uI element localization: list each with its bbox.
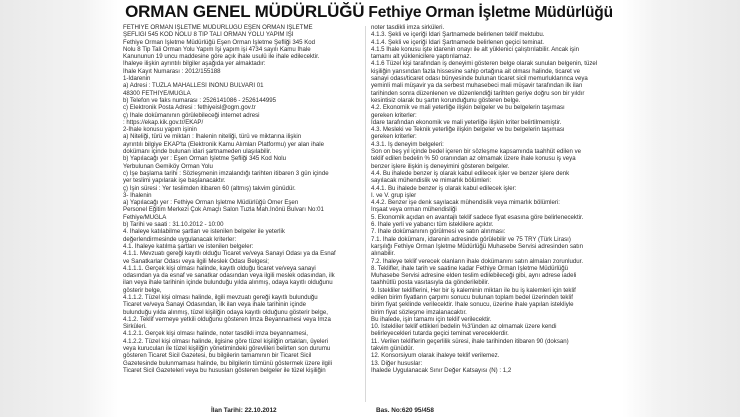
text-line: 4. İhaleye katılabilme şartları ve istenilen belgeler ile yeterlik (123, 228, 285, 236)
text-line: 4.3. Mesleki ve Teknik yeterliğe ilişkin belgeler ve bu belgelerin taşıması (371, 126, 565, 134)
text-line: b) Telefon ve faks numarası : 2526141086 - 2526144995 (123, 96, 277, 104)
text-line: 4.1.5 İhale konusu işte idarenin onayı ile alt yüklenici çalıştırılabilir. Ancak işin (371, 45, 579, 53)
text-line: 48300 FETHİYE/MUĞLA (123, 89, 191, 97)
text-line: 1-İdarenin (123, 75, 151, 83)
print-number: Bas. No:620 95/458 (376, 407, 434, 414)
text-line: a) Yapılacağı yer : Fethiye Orman İşletme Müdürlüğü Ömer Eşen (123, 199, 299, 207)
text-line: 6. İhale yerli ve yabancı tüm isteklilere açıktır. (371, 221, 494, 229)
text-line: 12. Konsorsiyum olarak ihaleye teklif verilemez. (371, 352, 500, 360)
left-column (123, 24, 363, 404)
text-line: FETHİYE ORMAN İŞLETME MÜDÜRLÜĞÜ EŞEN ORMAN İŞLETME (123, 24, 313, 31)
text-line: Fethiye/MUĞLA (123, 213, 167, 221)
text-line: 4.3.1. İş deneyim belgeleri: (371, 140, 444, 148)
text-line: b) Tarihi ve saati : 31.10.2012 - 10:00 (123, 221, 224, 229)
text-line: kesintisiz olarak bu şartın korunduğunu gösteren belge. (371, 96, 521, 104)
text-line: 4.4. Bu ihalede benzer iş olarak kabul edilecek işler ve benzer işlere denk (371, 169, 570, 177)
text-line: takvim günüdür. (371, 345, 415, 353)
text-line: taahhütlü posta vasıtasıyla da gönderilebilir. (371, 279, 490, 287)
text-line: gereken kriterler: (371, 111, 417, 119)
text-line: teklif edilen bedelin % 50 oranından az olmamak üzere ihale konusu iş veya (371, 155, 576, 163)
text-line: 4.4.1. Bu ihalede benzer iş olarak kabul edilecek işler: (371, 184, 517, 192)
text-line: 7.2. İhaleye teklif verecek olanların ihale dokümanını satın almaları zorunludur. (371, 257, 584, 265)
text-line: İnşaat veya orman mühendisliği (371, 206, 457, 214)
text-line: yer teslimi yapılarak işe başlanacaktır. (123, 177, 226, 185)
text-line: : https://ekap.kik.gov.tr/EKAP/ (123, 118, 204, 126)
text-line: 4.2. Ekonomik ve mali yeterliğe ilişkin belgeler ve bu belgelerin taşıması (371, 104, 565, 112)
text-line: Yerbulunan Gemiköy Orman Yolu (123, 162, 213, 170)
text-line: 4.4.2. Benzer işe denk sayılacak mühendislik veya mimarlık bölümleri: (371, 199, 560, 207)
title-main: ORMAN GENEL MÜDÜRLÜĞÜ (125, 2, 365, 21)
publication-date: İlan Tarihi: 22.10.2012 (211, 407, 277, 414)
text-line: Ticaret ve/veya Sanayi Odasından, ilk ilan veya ihale tarihinin içinde (123, 301, 307, 309)
text-line: gösterir belge, (123, 286, 162, 294)
text-line: edilen birim fiyatların çarpımı sonucu bulunan toplam bedel üzerinden teklif (371, 293, 573, 301)
text-line: Sirküleri. (123, 323, 147, 331)
text-line: Kanununun 19 uncu maddesine göre açık ihale usulü ile ihale edilecektir. (123, 53, 320, 61)
text-line: Son on beş yıl içinde bedel içeren bir sözleşme kapsamında taahhüt edilen ve (371, 148, 582, 156)
text-line: c) Elektronik Posta Adresi : fethiyeisl@ogm.gov.tr (123, 104, 256, 112)
text-line: ve Sanatkarlar Odası veya ilgili Meslek Odası Belgesi; (123, 257, 269, 265)
text-line: Gazetesinde bulunmaması halinde, bu bilgilerin tümünü göstermek üzere ilgili (123, 359, 332, 367)
text-line: ilan veya ihale tarihinin içinde bulunduğu yılda alınmış, odaya kayıtlı olduğunu (123, 279, 333, 287)
text-line: karşılığı Fethiye Orman İşletme Müdürlüğü Muhasebe Servisi adresinden satın (371, 242, 584, 250)
text-line: veya kurucuları ile tüzel kişiliğin yönetimindeki görevlileri belirten son durumu (123, 345, 331, 353)
text-line: kişiliğin yarısından fazla hissesine sahip ortağına ait olması halinde, ticaret ve (371, 67, 580, 75)
text-line: 7.1. İhale dokümanı, idarenin adresinde görülebilir ve 75 TRY (Türk Lirası) (371, 235, 571, 243)
text-line: 13. Diğer hususlar: (371, 359, 423, 367)
text-line: İhalede Uygulanacak Sınır Değer Katsayısı (N) : 1,2 (371, 366, 512, 374)
text-line: Muhasebe Servisi adresine elden teslim edilebileceği gibi, aynı adrese iadeli (371, 272, 577, 280)
text-line: b) Yapılacağı yer : Eşen Orman İşletme Şefliği 345 Kod Nolu (123, 155, 287, 163)
right-column (371, 24, 615, 404)
right-margin (622, 0, 740, 417)
text-line: Nolu 8 Tip Tali Orman Yolu Yapım İşi yapım işi 4734 sayılı Kamu İhale (123, 45, 311, 53)
footer (121, 406, 617, 415)
text-line: 4.1.1.1. Gerçek kişi olması halinde, kayıtlı olduğu ticaret ve/veya sanayi (123, 264, 316, 272)
text-line: gösteren Ticaret Sicil Gazetesi, bu bilgilerin tamamının bir Ticaret Sicil (123, 352, 312, 360)
text-line: değerlendirmesinde uygulanacak kriterler: (123, 235, 237, 243)
text-line: 3- İhalenin (123, 191, 152, 199)
text-line: dokümanı içinde bulunan idari şartnameden ulaşılabilir. (123, 148, 272, 156)
text-line: 7. İhale dokümanının görülmesi ve satın alınması: (371, 228, 506, 236)
announcement-title (121, 2, 617, 22)
text-line: belirleyecekleri tutarda geçici teminat vereceklerdir. (371, 330, 509, 338)
text-line: ayrıntılı bilgiye EKAP'ta (Elektronik Kamu Alımları Platformu) yer alan ihale (123, 140, 324, 148)
text-line: 5. Ekonomik açıdan en avantajlı teklif sadece fiyat esasına göre belirlenecektir. (371, 213, 584, 221)
text-line: 2-İhale konusu yapım işinin (123, 126, 197, 134)
text-line: 4.1.2.1. Gerçek kişi olması halinde, noter tasdikli imza beyannamesi, (123, 330, 308, 338)
text-line: Fethiye Orman İşletme Müdürlüğü Eşen Orman İşletme Şefliği 345 Kod (123, 38, 316, 46)
text-line: sanayi odası/ticaret odası bünyesinde bulunan ticaret sicil memurluklarınca veya (371, 75, 588, 83)
text-line: 4.1.3. Şekli ve içeriği İdari Şartnamede belirlenen teklif mektubu. (371, 31, 545, 39)
text-line: Ticaret Sicil Gazeteleri veya bu hususları gösteren belgeler ile tüzel kişiliğin (123, 366, 326, 374)
text-line: a) Adresi : TUZLA MAHALLESİ İNÖNÜ BULVARI 01 (123, 82, 264, 90)
text-line: 8. Teklifler, ihale tarih ve saatine kadar Fethiye Orman İşletme Müdürlüğü (371, 264, 569, 272)
text-line: 11. Verilen tekliflerin geçerlilik süresi, ihale tarihinden itibaren 90 (doksan) (371, 337, 569, 345)
text-line: ç) İhale dokümanının görülebileceği internet adresi (123, 111, 260, 119)
text-line: 4.1.2.2. Tüzel kişi olması halinde, ilgisine göre tüzel kişiliğin ortakları, üyeleri (123, 337, 329, 345)
text-line: sayılacak mühendislik ve mimarlık bölümleri: (371, 177, 492, 185)
text-line: ŞEFLİĞİ 545 KOD NOLU 8 TIP TALİ ORMAN YOLU YAPIM İŞİ (123, 31, 294, 39)
text-line: İhaleye ilişkin ayrıntılı bilgiler aşağıda yer almaktadır: (123, 60, 266, 68)
text-line: 9. İstekliler tekliflerini, Her bir iş kaleminin miktarı ile bu iş kalemleri için teklif (371, 286, 576, 294)
text-line: 4.1. İhaleye katılma şartları ve istenilen belgeler: (123, 242, 254, 250)
text-line: c) İşe başlama tarihi : Sözleşmenin imzalandığı tarihten itibaren 3 gün içinde (123, 169, 329, 177)
title-sub: Fethiye Orman İşletme Müdürlüğü (368, 4, 613, 21)
text-line: 4.1.1.2. Tüzel kişi olması halinde, ilgili mevzuatı gereği kayıtlı bulunduğu (123, 293, 318, 301)
text-line: gereken kriterler: (371, 133, 417, 141)
text-line: 4.1.6 Tüzel kişi tarafından iş deneyimi gösteren belge olarak sunulan belgenin, tüzel (371, 60, 598, 68)
text-line: benzer işlere ilişkin iş deneyimini gösteren belgeler. (371, 162, 510, 170)
text-line: odasından ya da esnaf ve sanatkar odasından veya ilgili meslek odasından, ilk (123, 272, 335, 280)
text-line: İhale Kayıt Numarası : 2012/155188 (123, 67, 221, 75)
text-line: birim fiyat şeklinde verilecektir. İhale sonucu, üzerine ihale yapılan istekliyle (371, 301, 574, 309)
left-margin (0, 0, 118, 417)
text-line: bulunduğu yılda alınmış, tüzel kişiliğin odaya kayıtlı olduğunu gösterir belge, (123, 308, 328, 316)
newspaper-clipping (121, 2, 617, 415)
text-line: 10. İstekliler teklif ettikleri bedelin %3'ünden az olmamak üzere kendi (371, 323, 557, 331)
body-columns (123, 24, 615, 404)
text-line: 4.1.2. Teklif vermeye yetkili olduğunu gösteren İmza Beyannamesi veya İmza (123, 315, 331, 323)
text-line: 4.1.4. Şekli ve içeriği İdari Şartnamede belirlenen geçici teminat. (371, 38, 545, 46)
text-line: noter tasdikli imza sirküleri. (371, 24, 445, 31)
text-line: tarihinden sonra düzenlenen ve düzenlendiği tarihten geriye doğru son bir yıldır (371, 89, 585, 97)
text-line: alınabilir. (371, 250, 396, 258)
text-line: Bu ihalede, işin tamamı için teklif verilecektir. (371, 315, 492, 323)
text-line: Personel Eğitim Merkezi Çok Amaçlı Salon Tuzla Mah.İnönü Bulvarı No:01 (123, 206, 324, 214)
text-line: yeminli mali müşavir ya da serbest muhasebeci mali müşavir tarafından ilk ilan (371, 82, 583, 90)
text-line: tamamı alt yüklenicilere yaptırılamaz. (371, 53, 472, 61)
text-line: birim fiyat sözleşme imzalanacaktır. (371, 308, 467, 316)
text-line: ç) İşin süresi : Yer teslimden itibaren 60 (altmış) takvim günüdür. (123, 184, 296, 192)
text-line: İdare tarafından ekonomik ve mali yeterliğe ilişkin kriter belirtilmemiştir. (371, 118, 562, 126)
text-line: 4.1.1. Mevzuatı gereği kayıtlı olduğu Ticaret ve/veya Sanayi Odası ya da Esnaf (123, 250, 336, 258)
text-line: I. ve V. grup işler (371, 191, 417, 199)
text-line: a) Niteliği, türü ve miktarı : İhalenin niteliği, türü ve miktarına ilişkin (123, 133, 302, 141)
